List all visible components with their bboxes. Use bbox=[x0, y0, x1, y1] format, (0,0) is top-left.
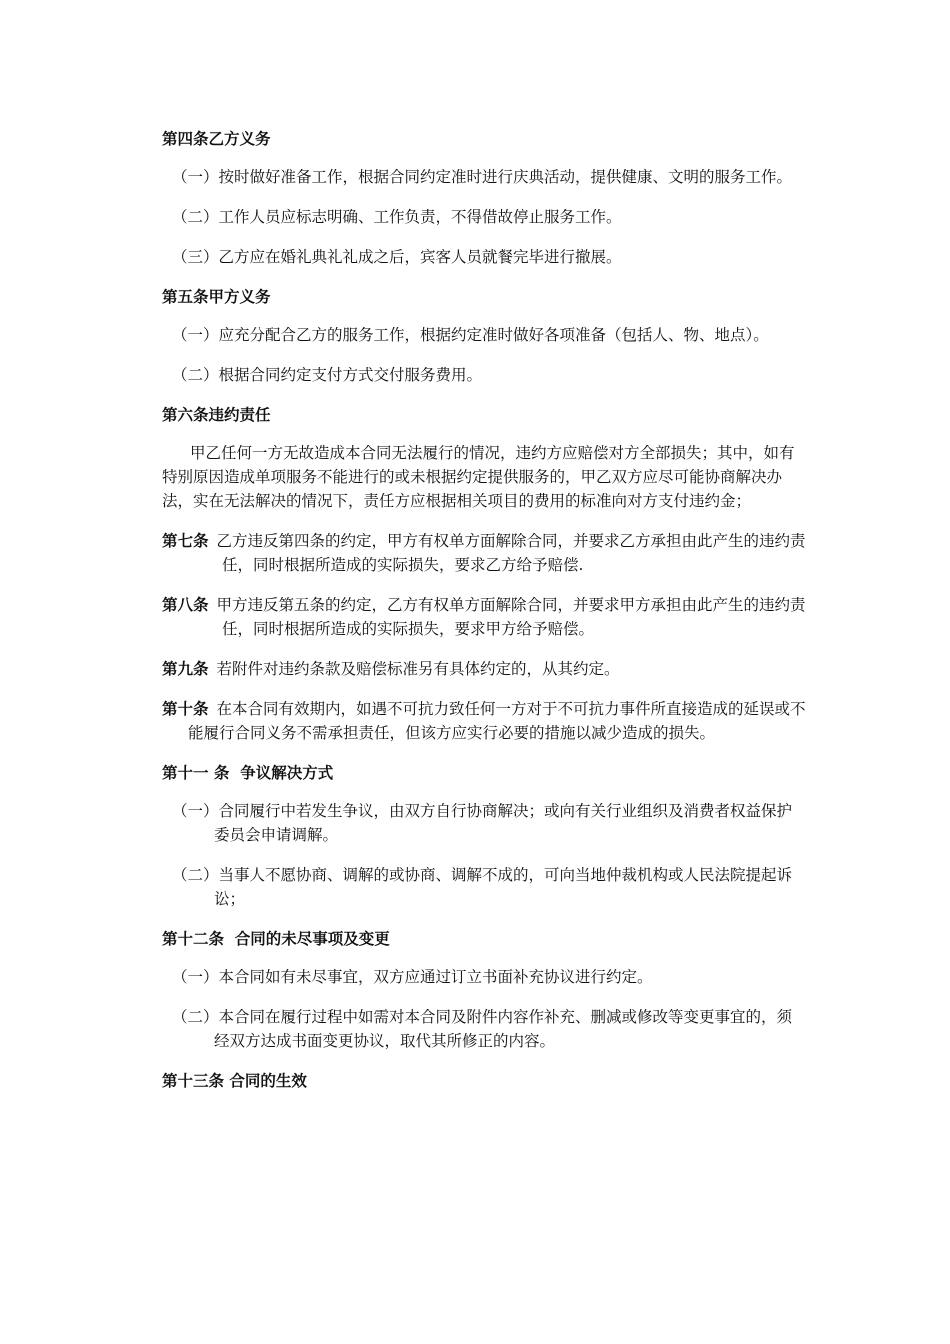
article-7-text: 乙方违反第四条的约定，甲方有权单方面解除合同，并要求乙方承担由此产生的违约责任，同时根据所造成的实际损失，要求乙方给予赔偿. bbox=[216, 532, 806, 574]
article-13-heading: 第十三条 合同的生效 bbox=[162, 1072, 307, 1090]
article-6-paragraph: 甲乙任何一方无故造成本合同无法履行的情况，违约方应赔偿对方全部损失；其中，如有特别原因造成单项服务不能进行的或未根据约定提供服务的，甲乙双方应尽可能协商解决办法，实在无法解决的情况下，责任方应根据相关项目的费用的标准向对方支付违约金； bbox=[162, 444, 795, 510]
article-10 bbox=[162, 697, 806, 745]
article-5-heading: 第五条甲方义务 bbox=[162, 288, 271, 306]
article-12-heading: 第十二条 合同的未尽事项及变更 bbox=[162, 930, 390, 948]
article-5-item-1: （一）应充分配合乙方的服务工作，根据约定准时做好各项准备（包括人、物、地点）。 bbox=[172, 326, 769, 344]
article-8-label: 第八条 bbox=[162, 596, 209, 614]
article-4-item-3: （三）乙方应在婚礼典礼礼成之后，宾客人员就餐完毕进行撤展。 bbox=[172, 248, 622, 266]
article-11-heading: 第十一 条 争议解决方式 bbox=[162, 764, 334, 782]
article-9-text: 若附件对违约条款及赔偿标准另有具体约定的，从其约定。 bbox=[216, 660, 620, 678]
contract-page bbox=[162, 127, 806, 1107]
article-4-item-1: （一）按时做好准备工作，根据合同约定准时进行庆典活动，提供健康、文明的服务工作。 bbox=[172, 168, 793, 186]
article-12-item-1: （一）本合同如有未尽事宜，双方应通过订立书面补充协议进行约定。 bbox=[172, 968, 653, 986]
article-11-item-1: （一）合同履行中若发生争议，由双方自行协商解决；或向有关行业组织及消费者权益保护委员会申请调解。 bbox=[172, 802, 793, 844]
article-11-item-2: （二）当事人不愿协商、调解的或协商、调解不成的，可向当地仲裁机构或人民法院提起诉讼； bbox=[172, 866, 793, 908]
article-8-text: 甲方违反第五条的约定，乙方有权单方面解除合同，并要求甲方承担由此产生的违约责任，同时根据所造成的实际损失，要求甲方给予赔偿。 bbox=[216, 596, 806, 638]
article-10-label: 第十条 bbox=[162, 700, 209, 718]
article-8 bbox=[162, 593, 806, 641]
article-4-heading: 第四条乙方义务 bbox=[162, 130, 271, 148]
article-12-item-2: （二）本合同在履行过程中如需对本合同及附件内容作补充、删减或修改等变更事宜的，须经双方达成书面变更协议，取代其所修正的内容。 bbox=[172, 1008, 793, 1050]
article-5-item-2: （二）根据合同约定支付方式交付服务费用。 bbox=[172, 366, 483, 384]
article-7-label: 第七条 bbox=[162, 532, 209, 550]
article-10-text: 在本合同有效期内，如遇不可抗力致任何一方对于不可抗力事件所直接造成的延误或不能履行合同义务不需承担责任，但该方应实行必要的措施以减少造成的损失。 bbox=[188, 700, 806, 742]
article-7 bbox=[162, 529, 806, 577]
article-9 bbox=[162, 657, 806, 681]
article-6-heading: 第六条违约责任 bbox=[162, 406, 271, 424]
article-9-label: 第九条 bbox=[162, 660, 209, 678]
article-4-item-2: （二）工作人员应标志明确、工作负责，不得借故停止服务工作。 bbox=[172, 208, 622, 226]
